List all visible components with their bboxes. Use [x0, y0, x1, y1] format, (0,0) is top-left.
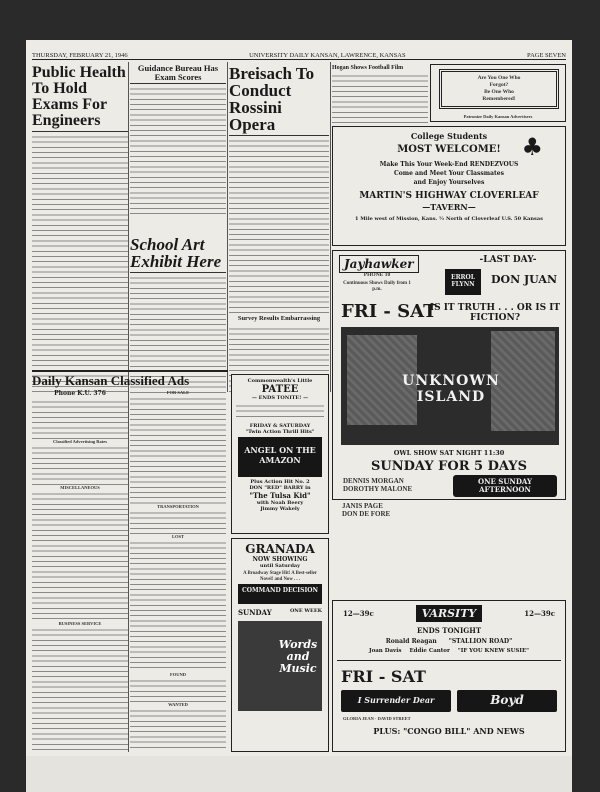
granada-now: NOW SHOWING — [252, 556, 308, 563]
patee-with: with Noah Beery — [256, 500, 304, 506]
martins-body2: Come and Meet Your Classmates — [394, 170, 504, 177]
classified-for-sale: FOR SALE — [166, 390, 190, 395]
boyd-badge: Boyd — [457, 690, 557, 712]
varsity-eddie: Eddie Cantor — [409, 648, 450, 654]
page-bottom-edge — [26, 756, 572, 792]
guidance-headline: Guidance Bureau Has Exam Scores — [137, 63, 219, 82]
patee-friday: FRIDAY & SATURDAY — [249, 423, 311, 429]
owl-show: OWL SHOW SAT NIGHT 11:30 — [393, 449, 505, 457]
remember-line3: Be One Who — [484, 89, 514, 95]
surrender-dear-badge: I Surrender Dear — [341, 690, 451, 712]
jayhawker-shows: Continuous Shows Daily from 1 p.m. — [343, 281, 411, 292]
martins-ad — [332, 126, 566, 246]
granada-name: GRANADA — [245, 542, 315, 556]
remember-line4: Remembered! — [482, 96, 516, 102]
martins-body1: Make This Your Week-End RENDEZVOUS — [379, 161, 519, 168]
page-header — [32, 46, 566, 60]
words-music-poster — [238, 621, 322, 711]
varsity-ad — [332, 600, 566, 752]
granada-until: until Saturday — [259, 563, 301, 569]
patee-plus: Plus Action Hit No. 2 — [250, 479, 310, 485]
classified-wanted: WANTED — [168, 702, 188, 707]
clover-icon: ♣ — [521, 133, 543, 161]
varsity-frisat: FRI - SAT — [341, 667, 426, 686]
varsity-reagan: Ronald Reagan — [385, 638, 437, 645]
patee-ad — [231, 374, 329, 534]
martins-tavern: —TAVERN— — [422, 202, 476, 212]
unknown-island-poster — [341, 327, 559, 445]
granada-one-week: ONE WEEK — [289, 608, 322, 614]
header-paper: UNIVERSITY DAILY KANSAN, LAWRENCE, KANSAS — [249, 52, 406, 59]
varsity-joan: Joan Davis — [368, 648, 402, 654]
classified-business: BUSINESS SERVICE — [58, 621, 102, 626]
classified-col1 — [32, 390, 128, 752]
classified-phone: Phone K.U. 376 — [54, 390, 106, 397]
martins-welcome2: MOST WELCOME! — [397, 144, 501, 155]
classified-found: FOUND — [170, 672, 186, 677]
one-sunday-badge: ONE SUNDAY AFTERNOON — [453, 475, 557, 497]
classified-col2 — [130, 390, 226, 752]
varsity-price-left: 12—39c — [343, 609, 374, 618]
public-health-body — [32, 134, 128, 392]
newspaper-page — [26, 40, 572, 756]
jayhawker-phone: PHONE 10 — [363, 272, 391, 278]
classified-lost: LOST — [171, 534, 184, 539]
martins-location: 1 Mile west of Mission, Kans. ½ North of Cloverleaf U.S. 50 Kansas — [355, 216, 543, 222]
breisach-article — [229, 62, 329, 392]
varsity-ends: ENDS TONIGHT — [416, 626, 482, 635]
jayhawker-ad — [332, 250, 566, 500]
varsity-stallion: "STALLION ROAD" — [448, 638, 513, 645]
jayhawker-tagline: IS IT TRUTH . . . OR IS IT FICTION? — [429, 303, 561, 323]
jayhawker-movie: DON JUAN — [490, 273, 558, 286]
public-health-article — [32, 62, 128, 392]
guidance-article — [130, 62, 226, 222]
flynn-badge: ERROL FLYNN — [445, 269, 481, 295]
granada-broadway: A Broadway Stage Hit! A Best-seller Novel! and Now . . . — [243, 571, 317, 582]
cast-1: DENNIS MORGAN — [343, 477, 404, 485]
varsity-ifyou: "IF YOU KNEW SUSIE" — [457, 648, 530, 654]
granada-sunday: SUNDAY — [238, 608, 272, 617]
martins-body3: and Enjoy Yourselves — [413, 179, 485, 186]
hogan-headline: Hogan Shows Football Film — [332, 65, 404, 71]
remember-ad — [430, 64, 566, 122]
patee-ends: — ENDS TONITE! — — [251, 395, 309, 401]
cast-2: DOROTHY MALONE — [343, 485, 413, 493]
words-music-title: Words and Music — [278, 638, 318, 675]
angel-amazon-poster: ANGEL ON THE AMAZON — [238, 437, 322, 477]
martins-welcome1: College Students — [410, 131, 488, 141]
jayhawker-frisat: FRI - SAT — [341, 301, 437, 322]
classified-misc: MISCELLANEOUS — [60, 485, 100, 490]
varsity-price-right: 12—39c — [524, 609, 555, 618]
varsity-gloria: GLORIA JEAN · DAVID STREET — [343, 716, 411, 721]
varsity-name: VARSITY — [416, 605, 482, 622]
granada-ad — [231, 538, 329, 752]
patee-title: Commonwealth's Little — [247, 378, 313, 384]
remember-line2: Forgot? — [489, 82, 509, 88]
remember-footer: Patronize Daily Kansan Advertisers — [463, 114, 533, 119]
martins-name: MARTIN'S HIGHWAY CLOVERLEAF — [359, 191, 539, 201]
jayhawker-name: Jayhawker — [339, 255, 419, 273]
public-health-headline: Public Health To Hold Exams For Engineers — [32, 64, 126, 129]
patee-don: DON "RED" BARRY in — [249, 485, 311, 491]
cast-3: JANIS PAGE — [342, 502, 383, 510]
survey-headline: Survey Results Embarrassing — [237, 315, 321, 322]
patee-wakely: Jimmy Wakely — [260, 506, 300, 512]
remember-line1: Are You One Who — [477, 75, 521, 81]
patee-twin: "Twin Action Thrill Hits" — [245, 429, 315, 435]
breisach-headline: Breisach To Conduct Rossini Opera — [229, 64, 315, 134]
school-art-headline: School Art Exhibit Here — [130, 236, 222, 271]
classified-rates: Classified Advertising Rates — [53, 439, 107, 444]
classified-title: Daily Kansan Classified Ads — [32, 373, 190, 388]
classified-transport: TRANSPORTATION — [157, 504, 199, 509]
command-decision-poster: COMMAND DECISION — [238, 584, 322, 604]
cast-4: DON DE FORE — [342, 510, 391, 518]
header-date: THURSDAY, FEBRUARY 21, 1946 — [32, 52, 128, 59]
patee-name: PATEE — [261, 384, 299, 395]
school-art-article — [130, 236, 226, 396]
varsity-plus: PLUS: "CONGO BILL" AND NEWS — [373, 726, 525, 736]
sunday-5-days: SUNDAY FOR 5 DAYS — [371, 459, 527, 474]
unknown-island-title: UNKNOWN ISLAND — [402, 373, 500, 405]
patee-tulsa: "The Tulsa Kid" — [249, 491, 311, 500]
header-page: PAGE SEVEN — [527, 52, 566, 59]
jayhawker-lastday: -LAST DAY- — [479, 255, 537, 265]
